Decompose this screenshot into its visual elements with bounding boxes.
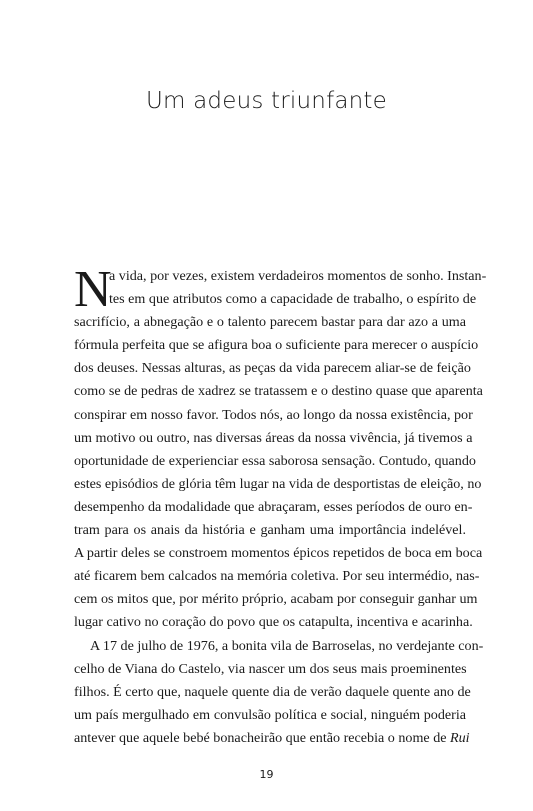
paragraph-line: até ficarem bem calcados na memória coletiva. Por seu intermédio, nas- [74, 568, 480, 585]
paragraph-line: A 17 de julho de 1976, a bonita vila de Barroselas, no verdejante con- [90, 637, 484, 654]
paragraph-line: cem os mitos que, por mérito próprio, acabam por conseguir ganhar um [74, 591, 478, 608]
paragraph-line: conspirar em nosso favor. Todos nós, ao longo da nossa existência, por [74, 406, 473, 423]
drop-cap: N [74, 261, 112, 318]
paragraph-line [74, 727, 470, 750]
line-text: a vida, por vezes, existem verdadeiros momentos de sonho. Instan- [109, 268, 487, 284]
paragraph-line: um país mergulhado em convulsão política e social, ninguém poderia [74, 706, 466, 723]
chapter-title: Um adeus triunfante [145, 88, 388, 114]
page-number: 19 [259, 768, 274, 781]
italic-name: Rui [450, 729, 470, 746]
paragraph-line: como se de pedras de xadrez se tratassem e o destino quase que aparenta [74, 383, 483, 400]
paragraph-line: fórmula perfeita que se afigura boa o suficiente para merecer o auspício [74, 337, 479, 354]
paragraph-line: sacrifício, a abnegação e o talento parecem bastar para dar azo a uma [74, 314, 466, 331]
paragraph-line: tram para os anais da história e ganham uma importância indelével. [74, 522, 466, 539]
paragraph-line: dos deuses. Nessas alturas, as peças da vida parecem aliar-se de feição [74, 360, 471, 377]
paragraph-line: um motivo ou outro, nas diversas áreas da nossa vivência, já tivemos a [74, 429, 473, 446]
paragraph-line: lugar cativo no coração do povo que os catapulta, incentiva e acarinha. [74, 614, 473, 631]
paragraph-line: celho de Viana do Castelo, via nascer um dos seus mais proeminentes [74, 660, 467, 677]
body-text [74, 261, 487, 750]
paragraph-line: estes episódios de glória têm lugar na vida de desportistas de eleição, no [74, 475, 482, 492]
paragraph-line: desempenho da modalidade que abraçaram, esses períodos de ouro en- [74, 498, 473, 515]
paragraph-line: oportunidade de experienciar essa saborosa sensação. Contudo, quando [74, 452, 476, 469]
paragraph-line: filhos. É certo que, naquele quente dia de verão daquele quente ano de [74, 683, 471, 700]
line-text: antever que aquele bebé bonacheirão que então recebia o nome de [74, 729, 451, 746]
paragraph-line: tes em que atributos como a capacidade de trabalho, o espírito de [109, 291, 477, 308]
paragraph-line: A partir deles se constroem momentos épicos repetidos de boca em boca [74, 545, 483, 562]
